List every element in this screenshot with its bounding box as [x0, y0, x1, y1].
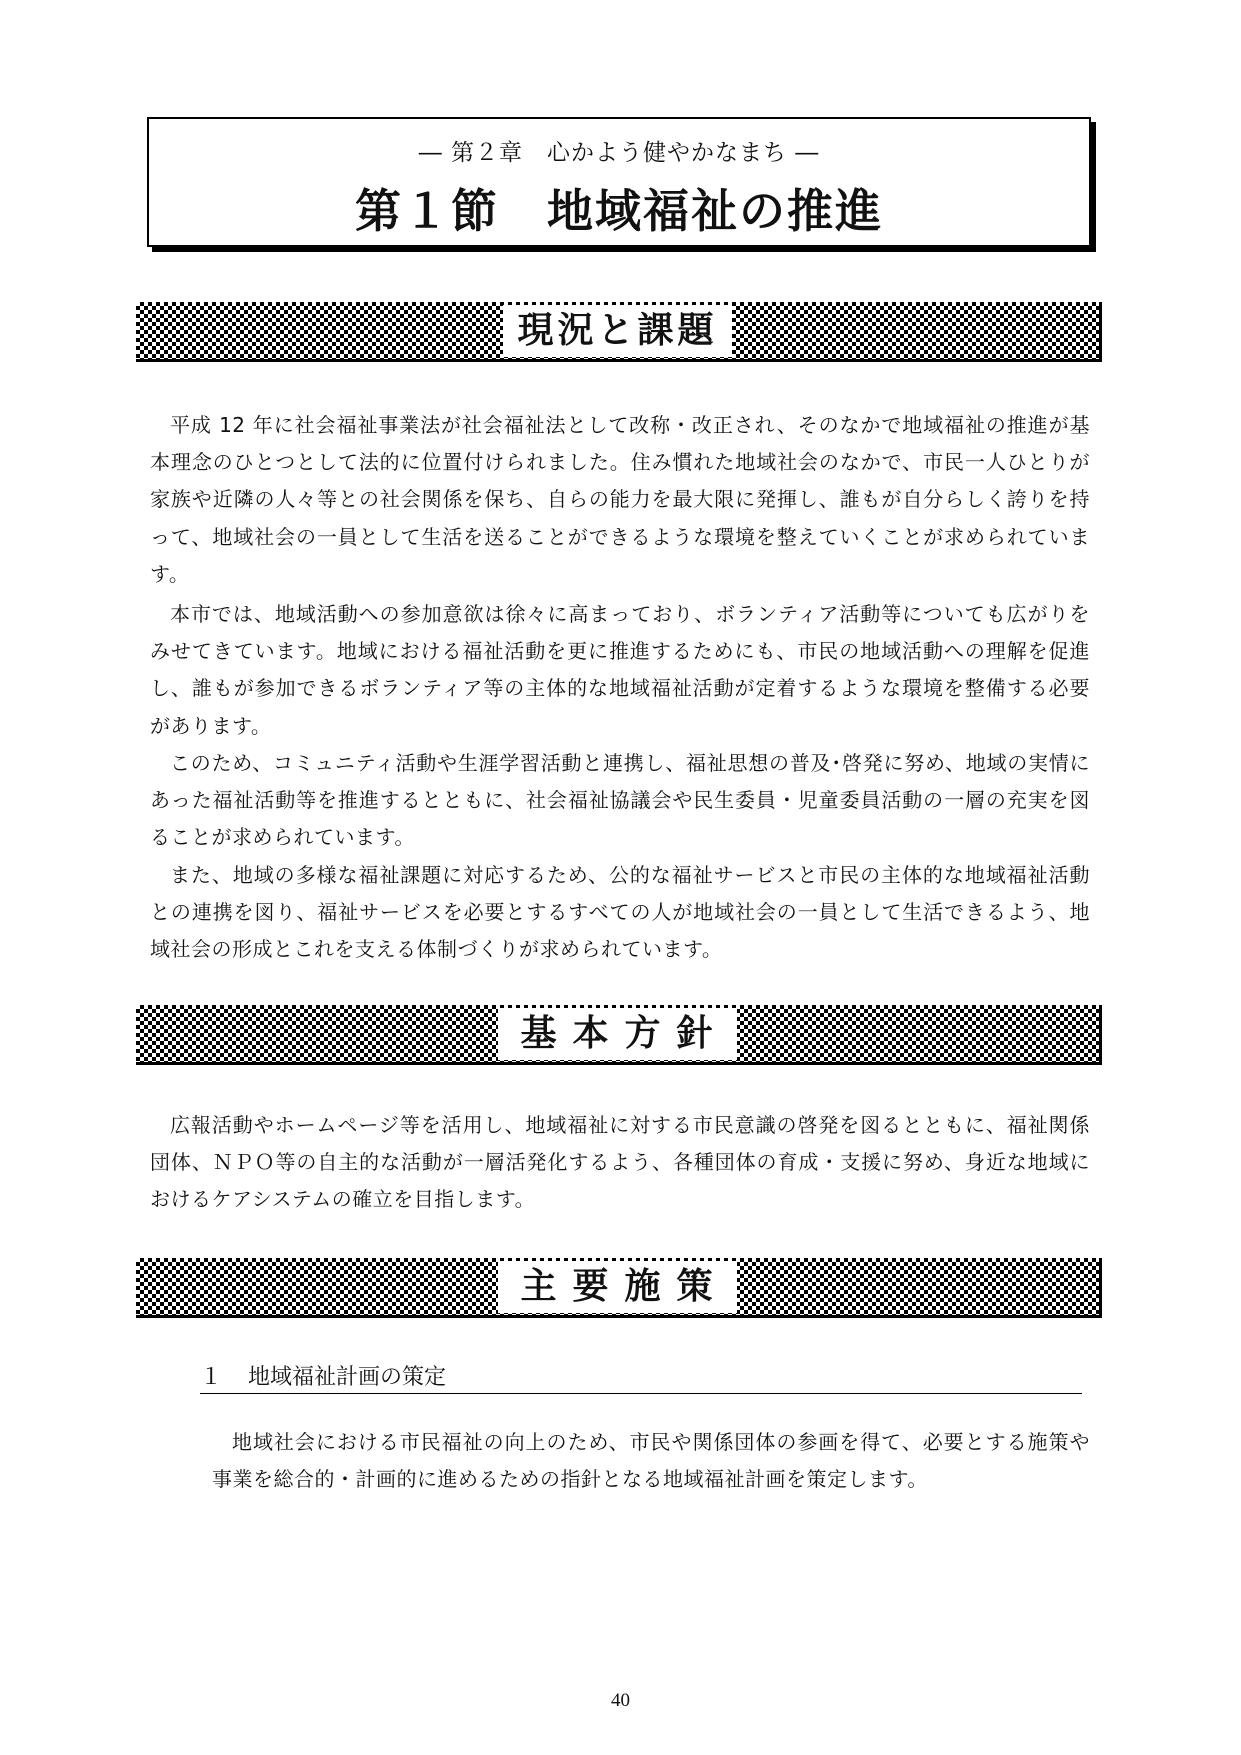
banner-main-measures	[136, 1258, 1102, 1318]
heading-basic-policy: 基本方針	[498, 1008, 736, 1060]
paragraph-current-1: 平成 12 年に社会福祉事業法が社会福祉法として改称・改正され、そのなかで地域福祉の推進が基本理念のひとつとして法的に位置付けられました。住み慣れた地域社会のなかで、市民一人ひとりが家族や近隣の人々等との社会関係を保ち、自らの能力を最大限に発揮し、誰もが自分らしく誇りを持って、地域社会の一員として生活を送ることができるような環境を整えていくことが求められています。	[150, 413, 1090, 586]
paragraph-current-4: また、地域の多様な福祉課題に対応するため、公的な福祉サービスと市民の主体的な地域福祉活動との連携を図り、福祉サービスを必要とするすべての人が地域社会の一員として生活できるよう、地域社会の形成とこれを支える体制づくりが求められています。	[150, 863, 1090, 962]
banner-current-situation	[136, 302, 1102, 362]
paragraph-measure: 地域社会における市民福祉の向上のため、市民や関係団体の参画を得て、必要とする施策や事業を総合的・計画的に進めるための指針となる地域福祉計画を策定します。	[212, 1430, 1090, 1492]
measure-title: 地域福祉計画の策定	[248, 1365, 447, 1390]
section-title: 第１節 地域福祉の推進	[355, 184, 883, 238]
heading-main-measures: 主要施策	[498, 1261, 736, 1313]
measure-number: １	[200, 1365, 223, 1390]
measure-subheading	[200, 1360, 1082, 1394]
paragraph-policy: 広報活動やホームページ等を活用し、地域福祉に対する市民意識の啓発を図るとともに、福祉関係団体、ＮＰＯ等の自主的な活動が一層活発化するよう、各種団体の育成・支援に努め、身近な地域におけるケアシステムの確立を目指します。	[150, 1113, 1090, 1212]
heading-current-situation: 現況と課題	[503, 305, 731, 357]
page-number: 40	[611, 1690, 630, 1711]
chapter-subtitle: ― 第２章 心かよう健やかなまち ―	[418, 140, 820, 166]
banner-basic-policy	[136, 1005, 1102, 1065]
chapter-title-box	[147, 117, 1091, 247]
paragraph-current-3: このため、コミュニティ活動や生涯学習活動と連携し、福祉思想の普及･啓発に努め、地域の実情にあった福祉活動等を推進するとともに、社会福祉協議会や民生委員・児童委員活動の一層の充実を図ることが求められています。	[150, 751, 1090, 850]
paragraph-current-2: 本市では、地域活動への参加意欲は徐々に高まっており、ボランティア活動等についても広がりをみせてきています。地域における福祉活動を更に推進するためにも、市民の地域活動への理解を促進し、誰もが参加できるボランティア等の主体的な地域福祉活動が定着するような環境を整備する必要があります。	[150, 602, 1090, 738]
